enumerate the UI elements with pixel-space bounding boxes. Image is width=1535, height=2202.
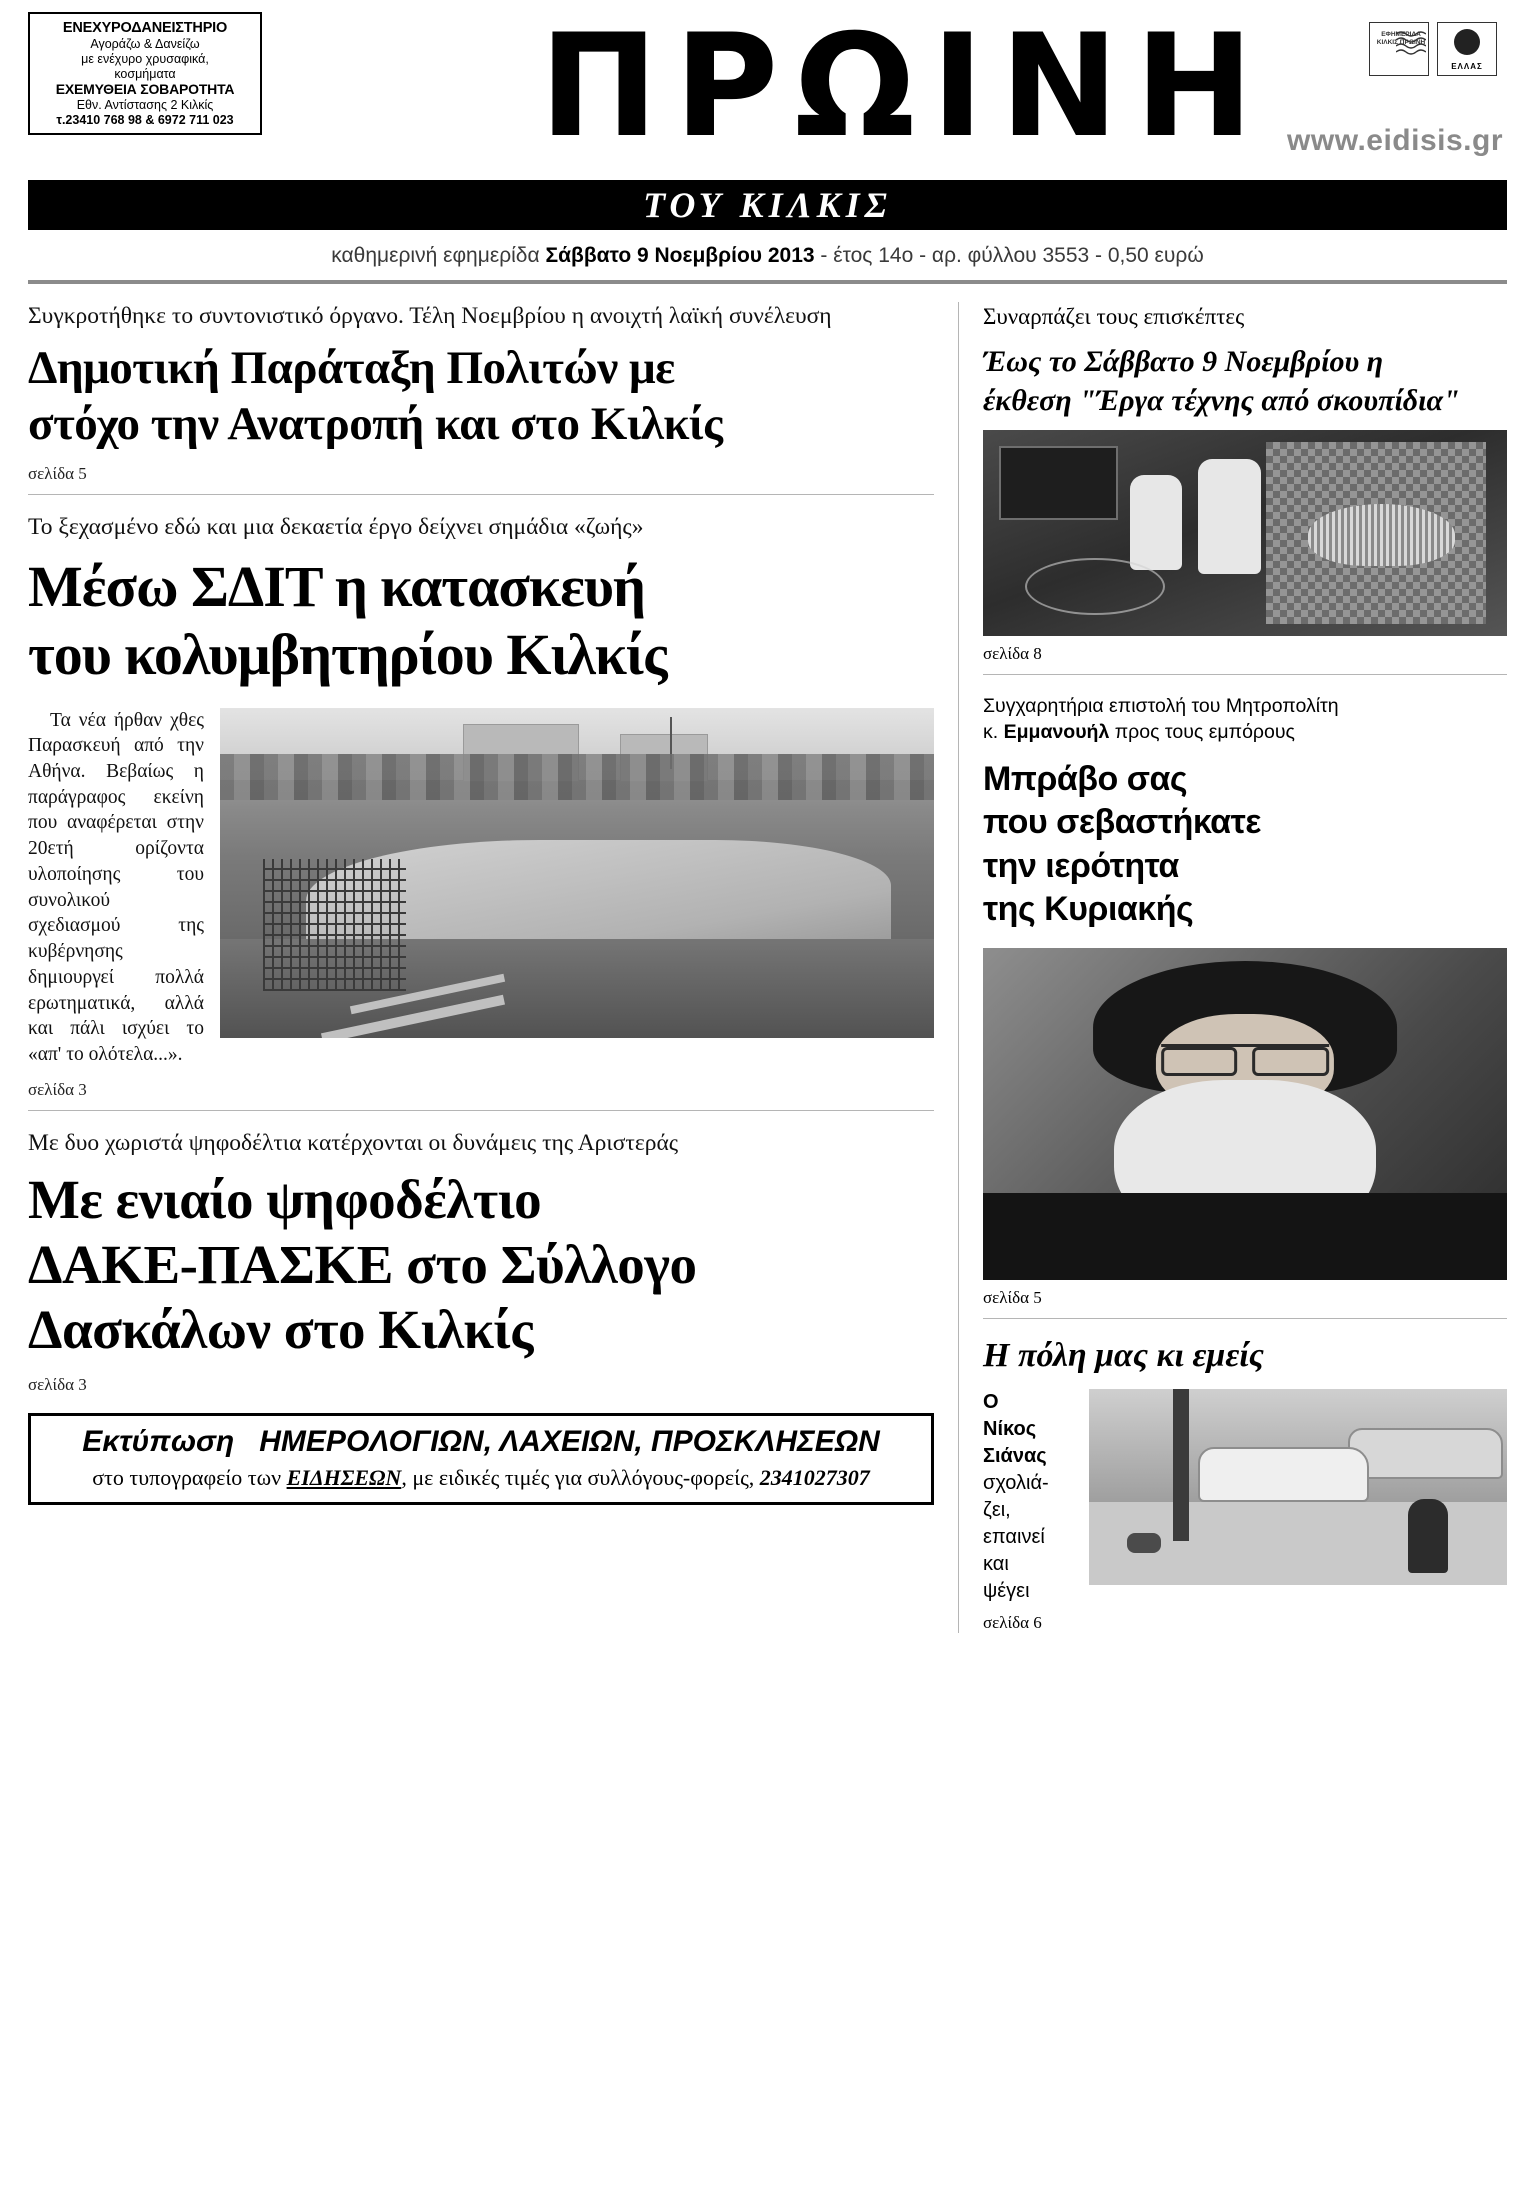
photo-dome-artwork [1308,504,1455,566]
printing-services-ad[interactable] [28,1413,934,1505]
page-title: ΠΡΩΙΝΗ [539,4,1270,169]
photo-car [1198,1447,1369,1502]
article-headline-line3: την ιερότητα [983,846,1179,885]
street-scene-photo [1089,1389,1507,1585]
dateline [28,230,1507,280]
photo-treeline [220,754,934,800]
photo-rebar [263,859,406,991]
article-headline-line2: στόχο την Ανατροπή και στο Κιλκίς [28,397,723,450]
article-citizens-faction[interactable] [28,302,934,484]
article-kicker [983,693,1507,746]
dateline-date: Σάββατο 9 Νοεμβρίου 2013 [545,244,815,267]
photo-glasses [1161,1044,1329,1070]
article-headline-line3: Δασκάλων στο Κιλκίς [28,1298,533,1360]
byline-line1: Ο [983,1390,999,1413]
section-divider [28,1110,934,1111]
article-headline-line2: ΔΑΚΕ-ΠΑΣΚΕ στο Σύλλογο [28,1234,697,1296]
ad-line-7: τ.23410 768 98 & 6972 711 023 [56,112,234,127]
website-url[interactable]: www.eidisis.gr [1287,124,1503,157]
column-body [983,1389,1507,1605]
kicker-bishop-name: Εμμανουήλ [1003,721,1110,744]
article-teachers-union[interactable] [28,1129,934,1395]
byline-line8: ψέγει [983,1579,1030,1602]
page-reference[interactable]: σελίδα 5 [983,1287,1042,1307]
dateline-suffix: - έτος 14ο - αρ. φύλλου 3553 - 0,50 ευρώ [820,244,1204,267]
article-bishop-letter[interactable] [983,693,1507,1308]
article-kicker: Με δυο χωριστά ψηφοδέλτια κατέρχονται οι δυνάμεις της Αριστεράς [28,1129,679,1156]
article-art-exhibition[interactable] [983,302,1507,664]
masthead-title-area [262,0,1507,169]
kicker-line2-prefix: κ. [983,721,1004,744]
page-reference[interactable]: σελίδα 3 [28,1079,87,1099]
page-reference[interactable]: σελίδα 5 [28,464,87,484]
subtitle-text: ΤΟΥ ΚΙΛΚΙΣ [643,185,892,225]
photo-graphic [983,430,1507,636]
pawnshop-ad-box [28,12,262,135]
ad-headline-part1: Εκτύπωση [82,1424,235,1458]
page-reference[interactable]: σελίδα 6 [983,1612,1042,1632]
photo-graphic [220,708,934,1038]
header-divider [28,280,1507,284]
ad-subline-brand: ΕΙΔΗΣΕΩΝ [286,1464,402,1490]
article-headline-line1: Δημοτική Παράταξη Πολιτών με [28,342,675,395]
byline-line4: σχολιά- [983,1471,1049,1494]
ad-line-4: κοσμήματα [114,66,176,81]
byline-line3: Σιάνας [983,1444,1047,1467]
article-our-city-column[interactable] [983,1337,1507,1633]
ad-headline-part2: ΗΜΕΡΟΛΟΓΙΩΝ, ΛΑΧΕΙΩΝ, ΠΡΟΣΚΛΗΣΕΩΝ [259,1424,880,1458]
ad-line-6: Εθν. Αντίστασης 2 Κιλκίς [76,97,214,112]
ad-headline [41,1425,921,1459]
ad-subline [41,1465,921,1491]
exhibition-photo [983,430,1507,636]
column-headline: Η πόλη μας κι εμείς [983,1336,1264,1374]
left-column [28,302,958,1633]
ad-subline-part2: , με ειδικές τιμές για συλλόγους-φορείς, [401,1464,755,1490]
section-divider [983,674,1507,675]
article-kicker: Το ξεχασμένο εδώ και μια δεκαετία έργο δείχνει σημάδια «ζωής» [28,514,644,541]
article-headline-line1: Με ενιαίο ψηφοδέλτιο [28,1169,542,1231]
postmark-stamp-icon [1369,22,1429,76]
article-swimming-pool[interactable] [28,513,934,1100]
article-headline-line1: Μέσω ΣΔΙΤ η κατασκευή [28,553,645,619]
ad-subline-part1: στο τυπογραφείο των [92,1464,282,1490]
article-headline-line2: έκθεση "Έργα τέχνης από σκουπίδια" [983,383,1460,417]
article-kicker: Συγκροτήθηκε το συντονιστικό όργανο. Τέλη Νοεμβρίου η ανοιχτή λαϊκή συνέλευση [28,303,832,329]
subtitle-bar [28,180,1507,230]
article-headline-line1: Μπράβο σας [983,759,1188,798]
photo-mannequin [1198,459,1261,574]
dateline-prefix: καθημερινή εφημερίδα [331,244,540,267]
photo-mannequin [1130,475,1182,570]
byline-line2: Νίκος [983,1417,1037,1440]
right-column [959,302,1507,1633]
photo-graphic [983,948,1507,1280]
ad-line-1: ΕΝΕΧΥΡΟΔΑΝΕΙΣΤΗΡΙΟ [62,20,228,36]
ad-line-5: ΕΧΕΜΥΘΕΙΑ ΣΟΒΑΡΟΤΗΤΑ [55,81,235,98]
photo-dog [1127,1533,1161,1553]
article-body-text [28,708,204,1068]
article-body-and-photo [28,708,934,1068]
article-headline-line2: που σεβαστήκατε [983,803,1261,842]
masthead [28,0,1507,178]
kicker-line1: Συγχαρητήρια επιστολή του Μητροπολίτη [983,694,1339,717]
page-reference[interactable]: σελίδα 3 [28,1374,87,1394]
photo-robe [983,1193,1507,1279]
photo-person [1408,1499,1448,1573]
stamp-label: ΕΦΗΜΕΡΙΔΑ ΚΙΛΚΙΣ ΠΡΩΙΝΗ [1376,31,1426,47]
greece-emblem-icon [1437,22,1497,76]
construction-site-photo [220,708,934,1038]
photo-pole [1173,1389,1189,1542]
article-headline-line1: Έως το Σάββατο 9 Νοεμβρίου η [983,344,1384,378]
photo-car [1348,1428,1502,1479]
stamp2-label: ΕΛΛΑΣ [1451,62,1483,71]
byline-line7: και [983,1552,1009,1575]
photo-graphic [1089,1389,1507,1585]
byline-line6: επαινεί [983,1525,1045,1548]
section-divider [28,494,934,495]
article-kicker: Συναρπάζει τους επισκέπτες [983,304,1245,329]
content-columns [28,302,1507,1633]
column-byline [983,1389,1075,1605]
kicker-line2-suffix: προς τους εμπόρους [1109,721,1295,744]
ad-line-2: Αγοράζω & Δανείζω [90,37,200,52]
photo-window [999,446,1118,520]
ad-line-3: με ενέχυρο χρυσαφικά, [81,51,209,66]
article-headline-line2: του κολυμβητηρίου Κιλκίς [28,622,667,688]
article-paragraph: Τα νέα ήρθαν χθες Παρασκευή από την Αθήνα. Βεβαίως η παράγραφος εκείνη που αναφέρεται στην 20ετή ορίζοντα υλοποίησης του συνολικού σχεδιασμού της κυβέρνησης δημιουργεί πολλά ερωτηματικά, αλλά και πάλι ισχύει το «απ' το ολότελα...». [28,709,204,1066]
masthead-stamps [1369,22,1497,76]
section-divider [983,1318,1507,1319]
byline-line5: ζει, [983,1498,1011,1521]
bishop-portrait-photo [983,948,1507,1280]
page-reference[interactable]: σελίδα 8 [983,643,1042,663]
photo-bicycle [1025,558,1165,616]
article-headline-line4: της Κυριακής [983,890,1194,929]
globe-icon [1454,29,1480,55]
ad-phone-number[interactable]: 2341027307 [759,1464,870,1490]
